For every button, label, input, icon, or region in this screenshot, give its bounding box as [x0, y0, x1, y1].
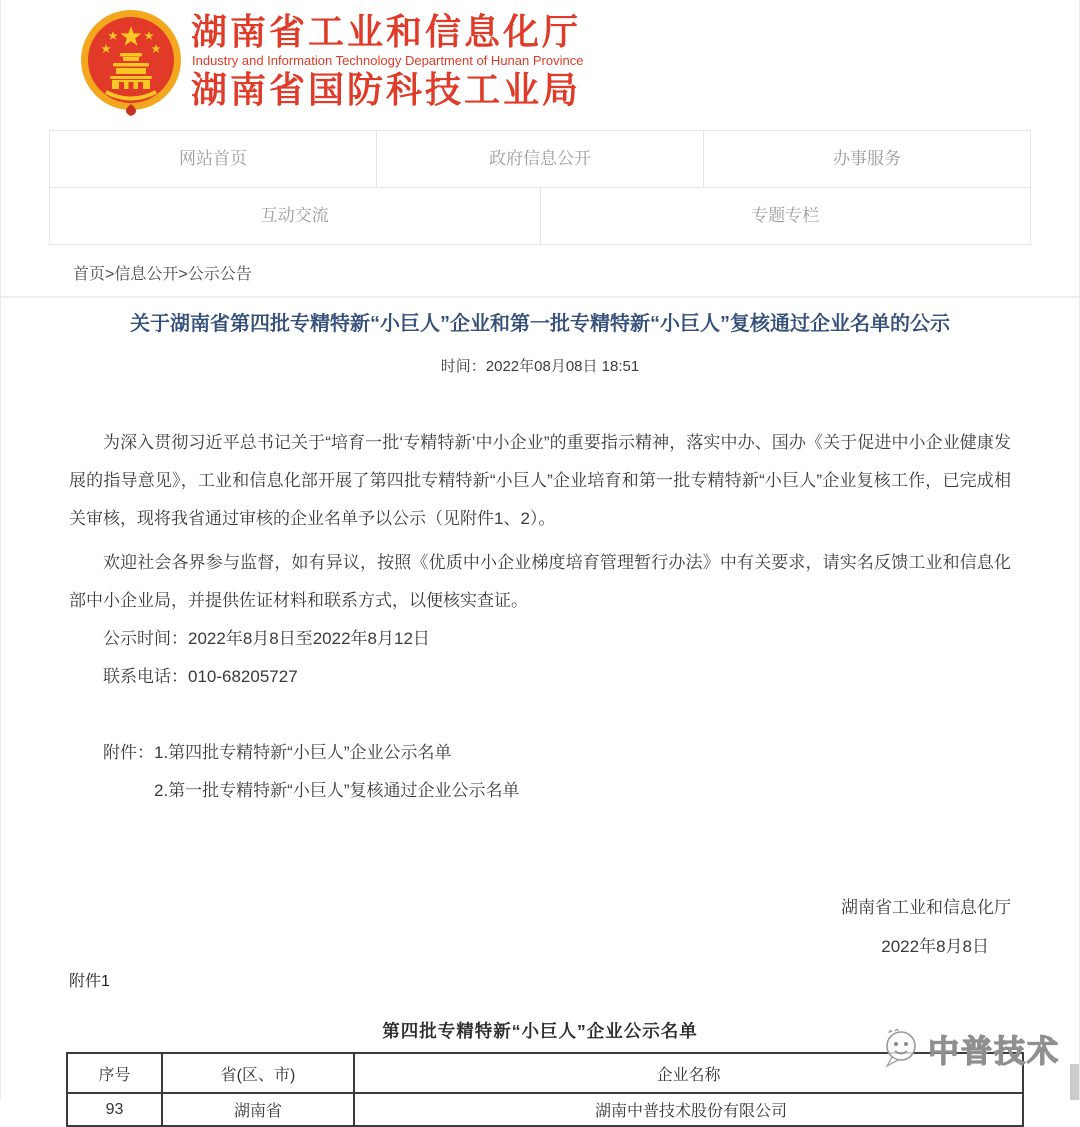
paragraph-1: 为深入贯彻习近平总书记关于“培育一批‘专精特新’中小企业”的重要指示精神，落实中办、国办《关于促进中小企业健康发展的指导意见》，工业和信息化部开展了第四批专精特新“小巨人”企业培育和第一批专精特新“小巨人”企业复核工作，已完成相关审核，现将我省通过审核的企业名单予以公示（见附件1、2）。: [69, 433, 1011, 528]
attachment1-heading: 附件1: [69, 973, 110, 990]
org-name-cn-1: 湖南省工业和信息化厅: [191, 11, 582, 52]
roster-table-title: 第四批专精特新“小巨人”企业公示名单: [382, 1021, 698, 1041]
scrollbar-fragment[interactable]: [1070, 1064, 1079, 1100]
publicity-period: 公示时间：2022年8月8日至2022年8月12日: [103, 629, 430, 648]
signature-date: 2022年8月8日: [881, 937, 989, 956]
table-header-row: [67, 1053, 1023, 1093]
paragraph-2: 欢迎社会各界参与监督，如有异议，按照《优质中小企业梯度培育管理暂行办法》中有关要求，请实名反馈工业和信息化部中小企业局，并提供佐证材料和联系方式，以便核实查证。: [69, 553, 1011, 610]
nav-item-home[interactable]: 网站首页: [179, 149, 247, 168]
attachments-label: 附件：: [103, 743, 154, 762]
contact-phone: 联系电话：010-68205727: [103, 667, 298, 686]
attachment-item-2: 2.第一批专精特新“小巨人”复核通过企业公示名单: [154, 781, 520, 800]
table-row: [67, 1093, 1023, 1126]
site-titles: [191, 12, 583, 110]
nav-item-services[interactable]: 办事服务: [703, 131, 1030, 187]
site-header: [1, 0, 1079, 128]
roster-table: [66, 1052, 1024, 1127]
col-header-index: 序号: [67, 1053, 162, 1093]
attachment-1-text: 1.第四批专精特新“小巨人”企业公示名单: [154, 743, 452, 762]
col-header-company: 企业名称: [354, 1053, 1023, 1093]
signature-block: [69, 888, 1011, 966]
org-name-cn-2: 湖南省国防科技工业局: [191, 69, 582, 110]
signature-org: 湖南省工业和信息化厅: [841, 898, 1011, 917]
page-title: 关于湖南省第四批专精特新“小巨人”企业和第一批专精特新“小巨人”复核通过企业名单的公示: [130, 313, 950, 335]
announcement-article: [1, 311, 1079, 1127]
cell-index: 93: [67, 1093, 162, 1126]
national-emblem-icon: [75, 8, 187, 118]
nav-row-2: [50, 187, 1030, 244]
nav-row-1: [50, 131, 1030, 187]
breadcrumb[interactable]: 首页>信息公开>公示公告: [1, 245, 1079, 298]
col-header-province: 省(区、市): [162, 1053, 354, 1093]
nav-item-interaction[interactable]: 互动交流: [260, 206, 329, 225]
nav-item-special-columns[interactable]: 专题专栏: [540, 188, 1031, 244]
cell-province: 湖南省: [162, 1093, 354, 1126]
org-name-en: Industry and Information Technology Department of Hunan Province: [192, 53, 584, 68]
main-nav: [49, 130, 1031, 245]
publish-time: 时间：2022年08月08日 18:51: [440, 358, 640, 375]
cell-company: 湖南中普技术股份有限公司: [354, 1093, 1023, 1126]
nav-item-gov-info[interactable]: 政府信息公开: [376, 131, 703, 187]
watermark-text: 中普技术: [928, 1034, 1060, 1069]
attachment-item-1: [69, 734, 1011, 772]
